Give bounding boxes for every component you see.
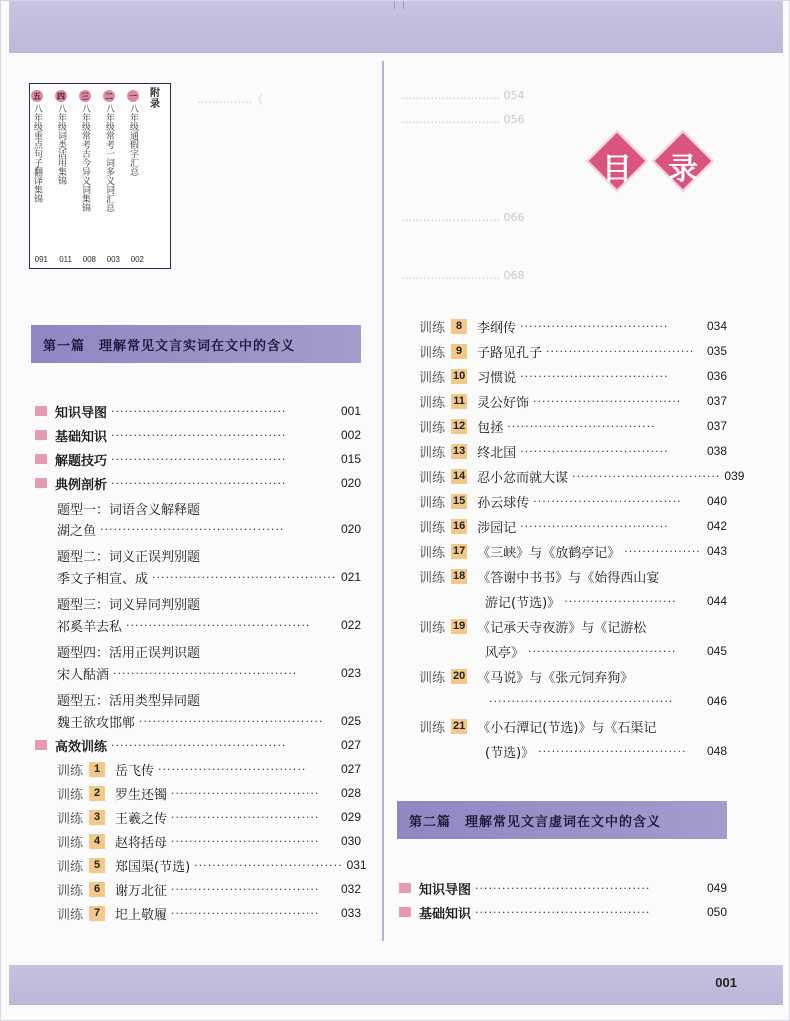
question-type: 题型四：活用正误判识题 <box>57 646 201 661</box>
part2-banner: 第二篇 理解常见文言虚词在文中的含义 <box>397 801 727 839</box>
entry-label: 谢万北征 <box>115 883 168 899</box>
appendix-page: 011 <box>59 255 72 264</box>
entry-page: 028 <box>340 786 361 800</box>
leader-dots: ································· <box>507 419 656 433</box>
entry-label: 高效训练 <box>55 739 108 755</box>
toc-entry[interactable] <box>35 448 361 470</box>
entry-label: 岳飞传 <box>115 763 155 779</box>
leader-dots: ································· <box>171 882 320 896</box>
appendix-item-title: 八年级常考一词多义词汇总 <box>104 104 114 212</box>
training-word: 训练 <box>419 420 446 436</box>
leader-dots: ································· <box>158 762 307 776</box>
entry-page: 021 <box>340 570 361 584</box>
page-number: 001 <box>715 975 737 990</box>
appendix-item <box>102 90 116 230</box>
leader-dots: ········································· <box>113 666 298 680</box>
training-number: 2 <box>89 786 105 801</box>
leader-dots: ······································· <box>111 452 287 466</box>
training-entry[interactable] <box>419 415 727 437</box>
leader-dots: ········································· <box>489 694 674 708</box>
entry-page: 049 <box>706 881 727 895</box>
entry-page: 029 <box>340 810 361 824</box>
entry-page: 023 <box>340 666 361 680</box>
training-number: 4 <box>89 834 105 849</box>
leader-dots: ································· <box>546 344 695 358</box>
appendix-item <box>78 90 92 230</box>
entry-label: 知识导图 <box>419 882 472 898</box>
title-char: 目 <box>602 152 632 187</box>
training-word: 训练 <box>57 859 84 875</box>
entry-label: 风亭》 <box>485 645 525 661</box>
bleed-through: ……………（ <box>197 93 263 106</box>
entry-page: 043 <box>706 544 727 558</box>
part1-banner: 第一篇 理解常见文言实词在文中的含义 <box>31 325 361 363</box>
training-number: 10 <box>453 369 466 382</box>
leader-dots: ······································· <box>475 881 651 895</box>
training-number: 9 <box>451 344 467 359</box>
training-entry[interactable] <box>57 902 361 924</box>
entry-label: 游记(节选)》 <box>485 595 561 611</box>
entry-page: 036 <box>706 369 727 383</box>
leader-dots: ································· <box>520 444 669 458</box>
bullet-square-icon <box>35 430 47 440</box>
appendix-item <box>126 90 140 230</box>
entry-page: 040 <box>706 494 727 508</box>
training-number: 16 <box>453 519 466 532</box>
training-entry[interactable] <box>419 340 727 362</box>
leader-dots: ································· <box>194 858 343 872</box>
appendix-item <box>54 90 68 230</box>
training-entry[interactable] <box>419 615 727 637</box>
entry-label: 湖之鱼 <box>57 523 97 539</box>
appendix-item-title: 八年级通假字汇总 <box>128 104 138 176</box>
entry-page: 031 <box>346 858 367 872</box>
entry-page: 046 <box>706 694 727 708</box>
toc-entry[interactable] <box>399 901 727 923</box>
toc-entry[interactable] <box>35 424 361 446</box>
entry-label: 解题技巧 <box>55 453 108 469</box>
training-entry[interactable] <box>419 540 727 562</box>
leader-dots: ······································· <box>111 476 287 490</box>
training-entry[interactable] <box>419 565 727 587</box>
entry-label: 习惯说 <box>477 370 517 386</box>
appendix-page: 008 <box>82 255 96 264</box>
entry-page: 044 <box>706 594 727 608</box>
leader-dots: ································· <box>520 369 669 383</box>
entry-page: 027 <box>340 762 361 776</box>
training-entry-cont[interactable] <box>485 590 727 612</box>
entry-label: 李纲传 <box>477 320 517 336</box>
training-word: 训练 <box>57 835 84 851</box>
toc-entry[interactable] <box>57 614 361 636</box>
entry-page: 050 <box>706 905 727 919</box>
entry-label: 季文子相宣、成 <box>57 571 149 587</box>
training-number: 8 <box>451 319 467 334</box>
training-word: 训练 <box>419 670 446 686</box>
training-number: 5 <box>89 858 105 873</box>
leader-dots: ································· <box>520 319 669 333</box>
entry-page: 015 <box>340 452 361 466</box>
entry-label: 罗生还镯 <box>115 787 168 803</box>
training-word: 训练 <box>419 320 446 336</box>
bullet-square-icon <box>35 478 47 488</box>
bleed-through: ……………………… 068 <box>401 269 525 282</box>
entry-label: 典例剖析 <box>55 477 108 493</box>
training-entry[interactable] <box>57 758 361 780</box>
training-entry[interactable] <box>419 365 727 387</box>
training-entry-cont[interactable] <box>485 640 727 662</box>
question-type: 题型五：活用类型异同题 <box>57 694 201 709</box>
entry-label: 宋人酤酒 <box>57 667 110 683</box>
leader-dots: ································· <box>171 834 320 848</box>
training-word: 训练 <box>57 811 84 827</box>
training-entry[interactable] <box>419 715 727 737</box>
training-number: 19 <box>453 619 466 632</box>
question-type: 题型三：词义异同判别题 <box>57 598 201 613</box>
entry-page: 035 <box>706 344 727 358</box>
training-word: 训练 <box>419 570 446 586</box>
entry-page: 042 <box>706 519 727 533</box>
entry-label: 灵公好饰 <box>477 395 530 411</box>
leader-dots: ······································· <box>111 738 287 752</box>
training-number: 13 <box>453 444 466 457</box>
toc-entry[interactable] <box>57 662 361 684</box>
leader-dots: ················· <box>624 544 701 558</box>
question-type: 题型一：词语含义解释题 <box>57 503 201 518</box>
training-word: 训练 <box>419 720 446 736</box>
training-word: 训练 <box>419 370 446 386</box>
appendix-badge: 四 <box>57 91 65 101</box>
training-word: 训练 <box>419 620 446 636</box>
toc-entry[interactable] <box>35 400 361 422</box>
training-word: 训练 <box>419 445 446 461</box>
leader-dots: ································· <box>520 519 669 533</box>
entry-page: 001 <box>340 404 361 418</box>
entry-label: 孙云球传 <box>477 495 530 511</box>
training-entry[interactable] <box>57 854 367 876</box>
entry-page: 033 <box>340 906 361 920</box>
entry-label: 圯上敬履 <box>115 907 168 923</box>
entry-label: 子路见孔子 <box>477 345 543 361</box>
appendix-page: 003 <box>106 255 120 264</box>
entry-page: 037 <box>706 419 727 433</box>
training-entry[interactable] <box>419 665 727 687</box>
entry-page: 038 <box>706 444 727 458</box>
entry-page: 039 <box>724 469 745 483</box>
training-entry[interactable] <box>57 806 361 828</box>
binding-mark <box>394 1 404 9</box>
training-entry[interactable] <box>57 782 361 804</box>
entry-label: 赵将括母 <box>115 835 168 851</box>
bleed-through: ……………………… 054 <box>401 89 525 102</box>
training-entry[interactable] <box>419 315 727 337</box>
entry-label: 《三峡》与《放鹤亭记》 <box>477 545 621 561</box>
training-number: 11 <box>451 394 467 409</box>
entry-label: 基础知识 <box>55 429 108 445</box>
leader-dots: ········································· <box>152 570 337 584</box>
bleed-through: ……………………… 066 <box>401 211 525 224</box>
training-word: 训练 <box>419 345 446 361</box>
training-number: 12 <box>453 419 466 432</box>
leader-dots: ······································· <box>111 428 287 442</box>
bullet-square-icon <box>35 406 47 416</box>
entry-label: 王羲之传 <box>115 811 168 827</box>
training-word: 训练 <box>419 545 446 561</box>
question-type: 题型二：词义正误判别题 <box>57 550 201 565</box>
leader-dots: ········································· <box>139 714 324 728</box>
training-entry[interactable] <box>57 878 361 900</box>
training-word: 训练 <box>419 520 446 536</box>
entry-page: 002 <box>340 428 361 442</box>
training-word: 训练 <box>419 495 446 511</box>
footer-band <box>9 965 783 1005</box>
entry-label: 《马说》与《张元饲弃狗》 <box>477 670 634 686</box>
bullet-square-icon <box>35 740 47 750</box>
title-char: 录 <box>668 152 698 187</box>
leader-dots: ······································· <box>475 905 651 919</box>
training-number: 6 <box>89 882 105 897</box>
entry-page: 048 <box>706 744 727 758</box>
entry-label: 祁奚羊去私 <box>57 619 123 635</box>
training-number: 3 <box>89 810 105 825</box>
training-word: 训练 <box>57 907 84 923</box>
entry-label: 《小石潭记(节选)》与《石渠记 <box>477 720 657 736</box>
entry-page: 020 <box>340 522 361 536</box>
entry-label: 终北国 <box>477 445 517 461</box>
entry-label: 包拯 <box>477 420 504 436</box>
entry-page: 034 <box>706 319 727 333</box>
training-entry[interactable] <box>419 465 745 487</box>
entry-label: 涉园记 <box>477 520 517 536</box>
toc-entry[interactable] <box>57 710 361 732</box>
entry-page: 030 <box>340 834 361 848</box>
entry-page: 032 <box>340 882 361 896</box>
entry-label: 基础知识 <box>419 906 472 922</box>
entry-label: (节选)》 <box>485 745 535 761</box>
training-number: 21 <box>453 719 466 732</box>
leader-dots: ······································· <box>111 404 287 418</box>
entry-label: 郑国渠(节选) <box>115 859 191 875</box>
training-word: 训练 <box>419 395 446 411</box>
training-word: 训练 <box>57 883 84 899</box>
training-entry[interactable] <box>419 490 727 512</box>
bullet-square-icon <box>35 454 47 464</box>
training-entry[interactable] <box>419 515 727 537</box>
appendix-heading: 附录 <box>150 88 160 110</box>
training-number: 17 <box>453 544 466 557</box>
appendix-item-title: 八年级词类活用集锦 <box>56 104 66 185</box>
entry-label: 《记承天寺夜游》与《记游松 <box>477 620 647 636</box>
training-number: 1 <box>89 762 105 777</box>
toc-entry[interactable] <box>57 518 361 540</box>
entry-label: 《答谢中书书》与《始得西山宴 <box>477 570 660 586</box>
entry-page: 025 <box>340 714 361 728</box>
training-entry-cont[interactable] <box>485 740 727 762</box>
training-word: 训练 <box>57 787 84 803</box>
toc-entry[interactable] <box>399 877 727 899</box>
entry-label: 忍小忿而就大谋 <box>477 470 569 486</box>
appendix-item-title: 八年级常考古今异义词集锦 <box>80 104 90 212</box>
training-word: 训练 <box>419 470 446 486</box>
appendix-page: 091 <box>34 255 48 264</box>
entry-label: 知识导图 <box>55 405 108 421</box>
training-entry[interactable] <box>57 830 361 852</box>
training-entry[interactable] <box>419 440 727 462</box>
entry-page: 045 <box>706 644 727 658</box>
entry-label: 魏王欲攻邯郸 <box>57 715 136 731</box>
bullet-square-icon <box>399 907 411 917</box>
training-entry-cont[interactable] <box>485 690 727 712</box>
appendix-badge: 一 <box>129 91 137 101</box>
training-number: 18 <box>453 569 466 582</box>
appendix-item <box>30 90 44 230</box>
header-band <box>9 1 783 53</box>
training-number: 7 <box>89 906 105 921</box>
appendix-badge: 五 <box>33 91 41 101</box>
training-word: 训练 <box>57 763 84 779</box>
training-number: 14 <box>453 469 466 482</box>
training-number: 15 <box>453 494 466 507</box>
appendix-badge: 三 <box>81 91 89 101</box>
leader-dots: ································· <box>533 394 682 408</box>
leader-dots: ································· <box>572 469 721 483</box>
toc-entry[interactable] <box>35 734 361 756</box>
appendix-box <box>29 83 171 269</box>
entry-page: 020 <box>340 476 361 490</box>
gutter-line <box>382 61 384 941</box>
bullet-square-icon <box>399 883 411 893</box>
training-entry[interactable] <box>419 390 727 412</box>
appendix-badge: 二 <box>105 91 113 101</box>
leader-dots: ································· <box>528 644 677 658</box>
leader-dots: ························· <box>564 594 677 608</box>
toc-entry[interactable] <box>35 472 361 494</box>
appendix-item-title: 八年级重点句子翻译集锦 <box>32 104 42 203</box>
leader-dots: ································· <box>171 906 320 920</box>
entry-page: 037 <box>706 394 727 408</box>
toc-entry[interactable] <box>57 566 361 588</box>
appendix-page: 002 <box>130 255 144 264</box>
entry-page: 022 <box>340 618 361 632</box>
leader-dots: ········································· <box>126 618 311 632</box>
entry-page: 027 <box>340 738 361 752</box>
leader-dots: ································· <box>171 786 320 800</box>
training-number: 20 <box>453 669 466 682</box>
leader-dots: ································· <box>538 744 687 758</box>
leader-dots: ································· <box>171 810 320 824</box>
leader-dots: ································· <box>533 494 682 508</box>
bleed-through: ……………………… 056 <box>401 113 525 126</box>
leader-dots: ········································· <box>100 522 285 536</box>
